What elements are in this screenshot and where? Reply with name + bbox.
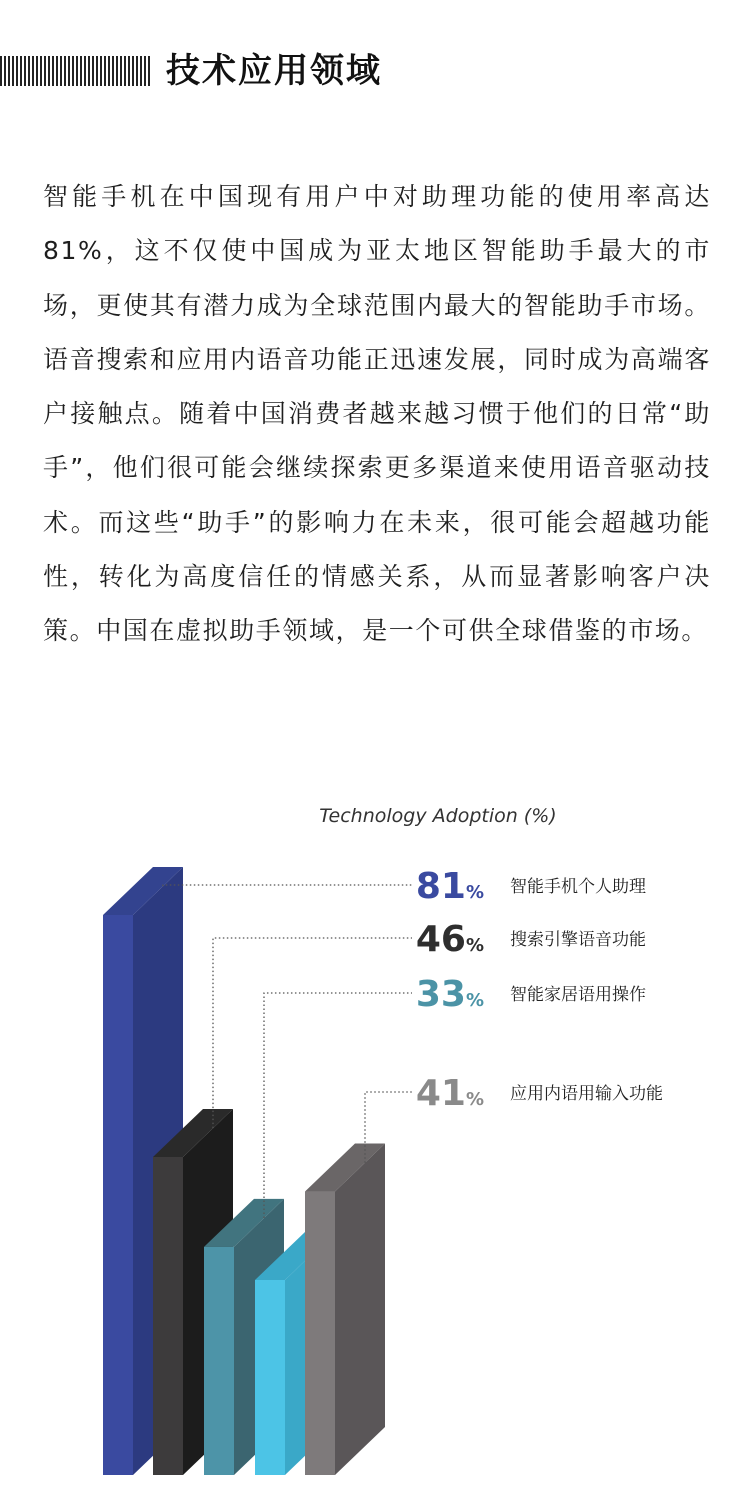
leader-line-1	[163, 885, 412, 886]
section-title: 技术应用领域	[166, 51, 382, 91]
bar-4-side	[335, 1144, 385, 1475]
category-label-3: 智能家居语用操作	[510, 985, 646, 1005]
bar-3-front	[204, 1247, 234, 1475]
value-label-3: 33%	[415, 974, 484, 1015]
value-label-2: 46%	[415, 919, 484, 960]
bar-1-front	[103, 915, 133, 1475]
bar-2-front	[153, 1157, 183, 1475]
decorative-stripes	[0, 56, 150, 86]
technology-adoption-chart	[0, 790, 750, 1490]
chart-labels	[416, 866, 663, 1114]
bar-accent-front	[255, 1280, 285, 1475]
category-label-2: 搜索引擎语音功能	[510, 930, 646, 950]
bar-4-front	[305, 1192, 335, 1475]
leader-line-2	[213, 938, 412, 1128]
section-header	[0, 48, 750, 94]
chart-title: Technology Adoption (%)	[319, 805, 557, 827]
value-label-1: 81%	[415, 866, 484, 907]
article-paragraph: 智能手机在中国现有用户中对助理功能的使用率高达81%，这不仅使中国成为亚太地区智能助手最大的市场，更使其有潜力成为全球范围内最大的智能助手市场。语音搜索和应用内语音功能正迅速发展，同时成为高端客户接触点。随着中国消费者越来越习惯于他们的日常“助手”，他们很可能会继续探索更多渠道来使用语音驱动技术。而这些“助手”的影响力在未来，很可能会超越功能性，转化为高度信任的情感关系，从而显著影响客户决策。中国在虚拟助手领域，是一个可供全球借鉴的市场。	[43, 182, 711, 646]
category-label-4: 应用内语用输入功能	[510, 1084, 663, 1104]
value-label-4: 41%	[415, 1073, 484, 1114]
chart-bars	[103, 867, 385, 1475]
category-label-1: 智能手机个人助理	[510, 877, 646, 897]
bar-4	[305, 1144, 385, 1475]
